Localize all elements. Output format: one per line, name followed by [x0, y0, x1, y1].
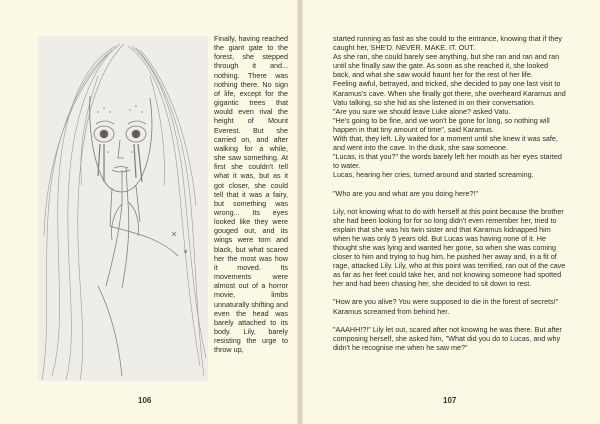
paragraph: Feeling awful, betrayed, and tricked, she decided to pay one last visit to Karamus's cave. When she finally got there, she overheard Karamus and Vatu talking, so she hid as she listened in on their conversation. — [333, 79, 566, 107]
page-number-left: 106 — [138, 396, 152, 405]
paragraph: "He's going to be fine, and we won't be gone for long, so nothing will happen in that tiny amount of time", said Karamus. — [333, 115, 550, 134]
book-gutter — [297, 0, 303, 424]
paragraph: started running as fast as she could to the entrance, knowing that if they caught her, SHE'D. NEVER. MAKE. IT. OUT. — [333, 34, 562, 53]
paragraph: Lucas, hearing her cries, turned around and started screaming. — [333, 170, 534, 180]
paragraph: "How are you alive? You were supposed to die in the forest of secrets!" Karamus screamed from behind her. — [333, 297, 559, 316]
paragraph: "AAAHH!?!" Lily let out, scared after not knowing he was there. But after composing herself, she asked him, "What did you do to Lucas, and why didn't he recognise me when he saw me?" — [333, 324, 562, 352]
paragraph: Lily, not knowing what to do with herself at this point because the brother she had been looking for for so long didn't even remember her, tried to explain that she was his twin sister and that Karamus kidnapped him when he was only 5 years old. But Lucas was having none of it. He thought she was lying and wanted her gone, so when she was coming closer to him and trying to hug him, he pushed her away and, in a fit of rage, attacked Lily. Lily, who at this point was terrified, ran out of the cave as far as her feet could take her, and not knowing someone had spotted her and had been chasing her, she decided to sit down to rest. — [333, 206, 566, 289]
right-page-text — [333, 34, 567, 379]
paragraph: "Are you sure we should leave Luke alone? asked Vatu. — [333, 106, 511, 116]
girl-sketch-icon — [38, 36, 208, 381]
pencil-drawing-girl — [38, 36, 208, 381]
left-page-text: Finally, having reached the giant gate to the forest, she stepped through it and... nothing. There was nothing there. No sign of life, except for the gigantic trees that would even rival the height of Mount Everest. But she carried on, and after walking for a while, she saw something. At first she couldn't tell what it was, but as it got closer, she could tell that it was a fairy, but something was wrong... Its eyes looked like they were gouged out, and its wings were torn and black, but what scared her the most was how it moved. Its movements were almost out of a horror movie, limbs unnaturally shifting and even the head was barely attached to its body. Lily, barely resisting the urge to throw up, — [214, 34, 288, 355]
paragraph: "Who are you and what are you doing here?!" — [333, 188, 478, 198]
paragraph: "Lucas, is that you?" the words barely left her mouth as her eyes started to water. — [333, 152, 562, 171]
paragraph: As she ran, she could barely see anything, but she ran and ran and ran until she finally saw the gate. As soon as she reached it, she looked back, and what she saw would haunt her for the rest of her life. — [333, 52, 560, 80]
page-number-right: 107 — [443, 396, 457, 405]
paragraph: With that, they left. Lily waited for a moment until she knew it was safe, and went into the cave. In the dusk, she saw someone. — [333, 134, 558, 153]
